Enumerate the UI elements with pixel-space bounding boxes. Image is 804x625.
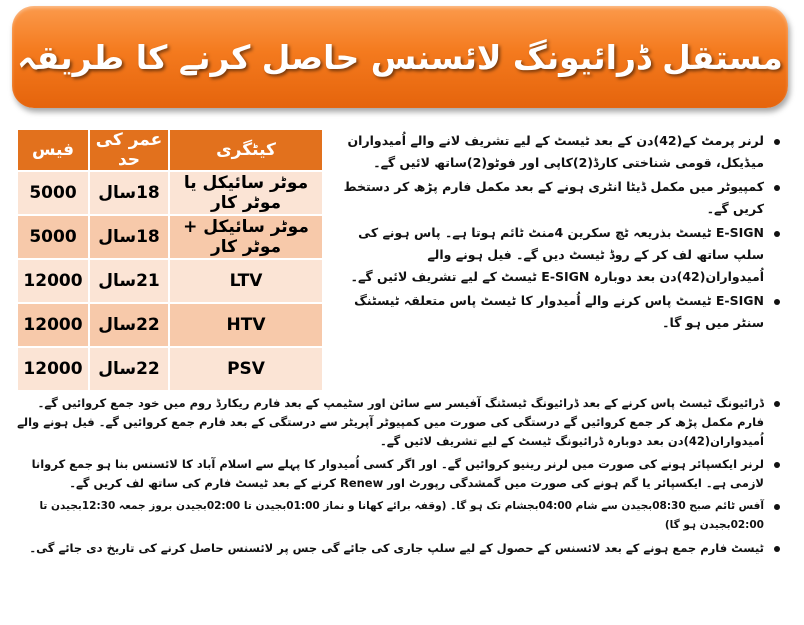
- cell-age: 18سال: [89, 215, 169, 259]
- table-row: [17, 303, 323, 347]
- cell-category: PSV: [169, 347, 323, 391]
- list-item: کمپیوٹر میں مکمل ڈیٹا انٹری ہونے کے بعد مکمل فارم پڑھ کر دستخط کریں گے۔: [326, 176, 786, 220]
- requirements-list: [326, 130, 786, 336]
- cell-fee: 5000: [17, 171, 89, 215]
- list-item: لرنر ایکسپائر ہونے کی صورت میں لرنر رینیو کروائیں گے۔ اور اگر کسی اُمیدوار کا پہلے سے اسلام آباد کا لائسنس بنا ہو جمع کروانا لازمی ہے۔ ایکسپائر یا گم ہونے کی صورت میں گمشدگی رپورٹ اور Renew کرنے کے بعد ٹیسٹ فارم کی ساتھ لف کریں گے۔: [16, 455, 786, 493]
- cell-age: 22سال: [89, 303, 169, 347]
- cell-age: 18سال: [89, 171, 169, 215]
- table-row: [17, 259, 323, 303]
- table-header-row: [17, 129, 323, 171]
- cell-fee: 5000: [17, 215, 89, 259]
- page-title: مستقل ڈرائیونگ لائسنس حاصل کرنے کا طریقہ: [17, 37, 783, 77]
- cell-age: 21سال: [89, 259, 169, 303]
- list-item: E-SIGN ٹیسٹ بذریعہ ٹچ سکرین 4منٹ ٹائم ہوتا ہے۔ پاس ہونے کی سلپ ساتھ لف کر کے روڈ ٹیسٹ دیں گے۔ فیل ہونے والے اُمیدواران(42)دن بعد دوبارہ E-SIGN ٹیسٹ کے لیے تشریف لائیں گے۔: [326, 222, 786, 288]
- cell-category: موٹر سائیکل + موٹر کار: [169, 215, 323, 259]
- table-row: [17, 215, 323, 259]
- header-category: کیٹگری: [169, 129, 323, 171]
- list-item: لرنر پرمٹ کے(42)دن کے بعد ٹیسٹ کے لیے تشریف لانے والے اُمیدواران میڈیکل، قومی شناختی کارڈ(2)کاپی اور فوٹو(2)ساتھ لائیں گے۔: [326, 130, 786, 174]
- cell-fee: 12000: [17, 303, 89, 347]
- cell-category: HTV: [169, 303, 323, 347]
- header-fee: فیس: [17, 129, 89, 171]
- list-item: ڈرائیونگ ٹیسٹ پاس کرنے کے بعد ڈرائیونگ ٹیسٹنگ آفیسر سے سائن اور سٹیمپ کے بعد فارم ریکارڈ روم میں خود جمع کروائیں گے۔ فارم مکمل پڑھ کر جمع کروائیں گے درستگی کی صورت میں کمپیوٹر آپریٹر سے درستگی کے بعد فارم جمع کروائیں گے۔ فیل ہونے والے اُمیدواران(42)دن بعد دوبارہ ڈرائیونگ ٹیسٹ کے لیے تشریف لائیں گے۔: [16, 394, 786, 451]
- title-banner: [12, 6, 788, 108]
- cell-fee: 12000: [17, 347, 89, 391]
- list-item: ٹیسٹ فارم جمع ہونے کے بعد لائسنس کے حصول کے لیے سلپ جاری کی جائے گی جس پر لائسنس حاصل کرنے کی تاریخ دی جائے گی۔: [16, 539, 786, 558]
- list-item: آفس ٹائم صبح 08:30بجیدن سے شام 04:00بجشام تک ہو گا۔ (وقفہ برائے کھانا و نماز 01:00بجیدن تا 02:00بجیدن بروز جمعہ 12:30بجیدن تا 02:00بجیدن ہو گا): [16, 497, 786, 535]
- cell-age: 22سال: [89, 347, 169, 391]
- fee-table: [16, 128, 324, 392]
- procedure-list: [16, 394, 786, 562]
- cell-fee: 12000: [17, 259, 89, 303]
- table-row: [17, 171, 323, 215]
- header-age: عمر کی حد: [89, 129, 169, 171]
- cell-category: LTV: [169, 259, 323, 303]
- cell-category: موٹر سائیکل یا موٹر کار: [169, 171, 323, 215]
- table-row: [17, 347, 323, 391]
- list-item: E-SIGN ٹیسٹ پاس کرنے والے اُمیدوار کا ٹیسٹ پاس متعلقہ ٹیسٹنگ سنٹر میں ہو گا۔: [326, 290, 786, 334]
